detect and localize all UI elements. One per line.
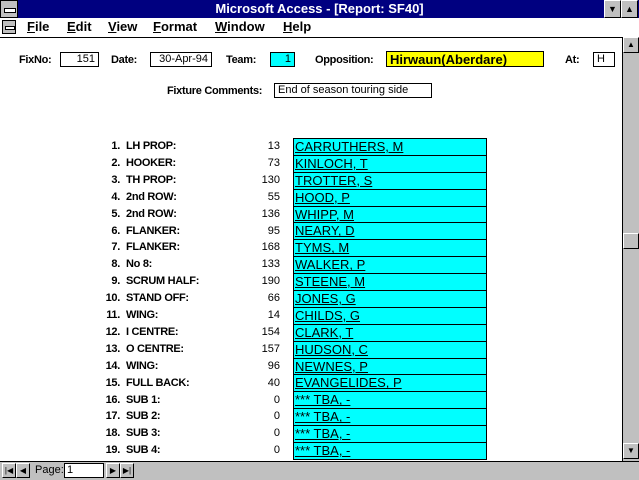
player-id: 136 xyxy=(261,207,280,220)
player-id: 130 xyxy=(261,173,280,186)
player-name: NEARY, D xyxy=(294,223,486,240)
page-number-input[interactable]: 1 xyxy=(64,463,104,478)
menu-bar xyxy=(0,18,639,38)
player-name: *** TBA, - xyxy=(295,443,351,459)
at-label: At: xyxy=(565,54,580,66)
position-label: SCRUM HALF: xyxy=(126,275,200,288)
position-number: 11. xyxy=(106,309,120,321)
last-page-icon[interactable]: ▶| xyxy=(120,463,134,478)
opposition-value: Hirwaun(Aberdare) xyxy=(386,51,544,67)
player-name: JONES, G xyxy=(294,291,486,308)
player-id: 0 xyxy=(273,427,280,440)
horizontal-scrollbar[interactable] xyxy=(152,463,622,479)
player-name: HOOD, P xyxy=(294,190,486,207)
position-label: 2nd ROW: xyxy=(126,190,177,203)
player-name: *** TBA, - xyxy=(294,426,486,443)
position-number: 13. xyxy=(105,342,120,355)
player-id: 40 xyxy=(267,376,280,389)
menu-format[interactable]: Format xyxy=(153,19,198,34)
position-number: 1. xyxy=(111,140,120,152)
menu-help[interactable]: Help xyxy=(283,19,312,34)
player-id: 157 xyxy=(261,342,280,355)
position-label: STAND OFF: xyxy=(126,292,189,305)
position-label: FULL BACK: xyxy=(126,376,190,389)
position-label: HOOKER: xyxy=(126,156,176,169)
menu-file[interactable]: File xyxy=(27,19,50,34)
player-name-column xyxy=(293,138,487,460)
player-name: KINLOCH, T xyxy=(294,156,486,173)
player-id: 0 xyxy=(273,410,280,423)
player-id: 0 xyxy=(273,444,280,457)
report-page xyxy=(0,38,622,461)
position-label: 2nd ROW: xyxy=(126,207,177,220)
player-id: 95 xyxy=(267,224,280,237)
position-number: 6. xyxy=(111,224,120,237)
position-label: SUB 4: xyxy=(126,444,161,457)
position-label: TH PROP: xyxy=(126,173,177,186)
position-number: 8. xyxy=(111,258,120,271)
next-page-icon[interactable]: ▶ xyxy=(106,463,120,478)
player-name: WALKER, P xyxy=(294,257,486,274)
prev-page-icon[interactable]: ◀ xyxy=(16,463,30,478)
player-id: 133 xyxy=(261,258,280,271)
player-id: 13 xyxy=(267,140,280,152)
position-number: 16. xyxy=(105,393,120,406)
position-number: 2. xyxy=(111,156,120,169)
player-id: 66 xyxy=(267,292,280,305)
player-name: TROTTER, S xyxy=(294,173,486,190)
player-id: 154 xyxy=(261,325,280,338)
position-number: 17. xyxy=(105,410,120,423)
opposition-label: Opposition: xyxy=(315,54,374,66)
date-label: Date: xyxy=(111,54,138,66)
player-name: HUDSON, C xyxy=(294,342,486,359)
menu-view[interactable]: View xyxy=(108,19,138,34)
position-label: No 8: xyxy=(126,258,153,271)
position-number: 4. xyxy=(111,190,120,203)
comments-label: Fixture Comments: xyxy=(167,85,263,97)
player-id: 55 xyxy=(267,190,280,203)
position-label: LH PROP: xyxy=(126,140,177,152)
player-id: 0 xyxy=(273,393,280,406)
vertical-scrollbar[interactable] xyxy=(622,37,639,461)
position-number: 18. xyxy=(105,427,120,440)
player-name: CARRUTHERS, M xyxy=(294,139,486,156)
maximize-button[interactable]: ▲ xyxy=(621,0,638,18)
position-label: FLANKER: xyxy=(126,241,180,254)
position-label: WING: xyxy=(126,359,159,372)
position-label: SUB 3: xyxy=(126,427,161,440)
record-navigation-bar xyxy=(0,461,639,480)
position-label: I CENTRE: xyxy=(126,325,179,338)
scroll-up-arrow[interactable]: ▲ xyxy=(623,37,639,53)
player-name: CLARK, T xyxy=(294,325,486,342)
scroll-down-arrow[interactable]: ▼ xyxy=(623,443,639,459)
position-number: 15. xyxy=(105,376,120,389)
position-number: 12. xyxy=(105,325,120,338)
position-number: 14. xyxy=(105,359,120,372)
player-id: 168 xyxy=(261,241,280,254)
window-title: Microsoft Access - [Report: SF40] xyxy=(215,1,424,16)
player-name: CHILDS, G xyxy=(294,308,486,325)
menu-window[interactable]: Window xyxy=(215,19,265,34)
scroll-thumb[interactable] xyxy=(623,233,639,249)
date-value: 30-Apr-94 xyxy=(150,52,212,67)
team-label: Team: xyxy=(226,54,257,66)
position-label: SUB 2: xyxy=(126,410,161,423)
position-label: O CENTRE: xyxy=(126,342,184,355)
position-number: 7. xyxy=(111,241,120,254)
menu-edit[interactable]: Edit xyxy=(67,19,92,34)
player-name: NEWNES, P xyxy=(294,359,486,376)
player-id: 14 xyxy=(267,309,280,321)
player-name: *** TBA, - xyxy=(294,392,486,409)
position-number: 3. xyxy=(111,173,120,186)
player-name: WHIPP, M xyxy=(294,207,486,224)
position-label: FLANKER: xyxy=(126,224,180,237)
position-number: 5. xyxy=(111,207,120,220)
at-value: H xyxy=(593,52,615,67)
minimize-button[interactable]: ▼ xyxy=(604,0,621,18)
title-bar xyxy=(0,0,639,18)
position-number: 10. xyxy=(105,292,120,305)
player-name: STEENE, M xyxy=(294,274,486,291)
position-number: 9. xyxy=(111,275,120,288)
position-label: WING: xyxy=(126,309,159,321)
position-label: SUB 1: xyxy=(126,393,161,406)
player-name: *** TBA, - xyxy=(294,409,486,426)
first-page-icon[interactable]: |◀ xyxy=(2,463,16,478)
player-id: 73 xyxy=(267,156,280,169)
position-number: 19. xyxy=(105,444,120,457)
document-system-menu-icon[interactable] xyxy=(2,20,16,34)
team-value: 1 xyxy=(270,52,295,67)
page-label: Page: xyxy=(35,464,64,476)
player-name: TYMS, M xyxy=(294,240,486,257)
fixno-value: 151 xyxy=(60,52,99,67)
player-id: 96 xyxy=(267,359,280,372)
player-id: 190 xyxy=(261,275,280,288)
player-name: EVANGELIDES, P xyxy=(294,375,486,392)
fixno-label: FixNo: xyxy=(19,54,52,66)
comments-value: End of season touring side xyxy=(274,83,432,98)
